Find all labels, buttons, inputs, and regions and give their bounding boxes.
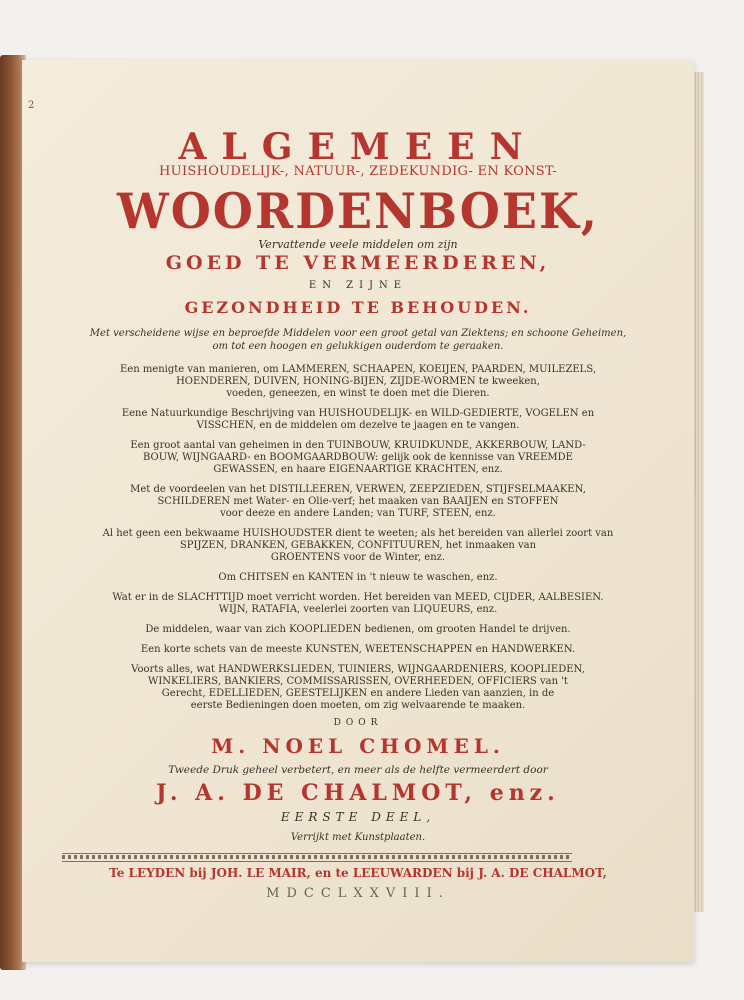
title-woordenboek: WOORDENBOEK, <box>117 182 599 240</box>
text-line-21: Een korte schets van de meeste KUNSTEN, WEETENSCHAPPEN en HANDWERKEN. <box>140 644 576 655</box>
text-line-9: BOUW, WIJNGAARD- en BOOMGAARDBOUW: gelijk ook de kennisse van VREEMDE <box>143 452 573 463</box>
text-line-4: HOENDEREN, DUIVEN, HONING-BIJEN, ZIJDE-WORMEN te kweeken, <box>176 376 540 387</box>
text-line-14: Al het geen een bekwaame HUISHOUDSTER dient te weeten; als het bereiden van allerlei zoort van <box>102 528 614 539</box>
line-goed-vermeerderen: GOED TE VERMEERDEREN, <box>165 252 551 274</box>
text-line-2: om tot een hoogen en gelukkigen ouderdom te geraaken. <box>212 341 504 352</box>
text-line-18: Wat er in de SLACHTTIJD moet verricht worden. Het bereiden van MEED, CIJDER, AALBESIEN. <box>112 592 604 603</box>
text-line-17: Om CHITSEN en KANTEN in 't nieuw te waschen, enz. <box>218 572 498 583</box>
text-line-24: Gerecht, EDELLIEDEN, GEESTELIJKEN en andere Lieden van aanzien, in de <box>161 688 555 699</box>
text-line-1: Met verscheidene wijse en beproefde Middelen voor een groot getal van Ziektens; en schoone Geheimen, <box>89 328 627 339</box>
text-line-11: Met de voordeelen van het DISTILLEEREN, VERWEN, ZEEPZIEDEN, STIJFSELMAAKEN, <box>130 484 586 495</box>
title-algemeen: ALGEMEEN <box>178 126 538 168</box>
line-tweede-druk: Tweede Druk geheel verbetert, en meer als de helfte vermeerdert door <box>168 764 548 776</box>
title-page <box>22 60 694 962</box>
publication-year: MDCCLXXVIII. <box>266 886 450 901</box>
text-line-16: GROENTENS voor de Winter, enz. <box>270 552 446 563</box>
editor-name: J. A. DE CHALMOT, enz. <box>156 780 560 806</box>
text-line-23: WINKELIERS, BANKIERS, COMMISSARISSEN, OVERHEEDEN, OFFICIERS van 't <box>148 676 568 687</box>
text-line-6: Eene Natuurkundige Beschrijving van HUISHOUDELIJK- en WILD-GEDIERTE, VOGELEN en <box>121 408 595 419</box>
text-line-3: Een menigte van manieren, om LAMMEREN, SCHAAPEN, KOEIJEN, PAARDEN, MUILEZELS, <box>119 364 596 375</box>
line-door: DOOR <box>333 718 383 728</box>
ornamental-rule <box>62 853 572 861</box>
text-line-15: SPIJZEN, DRANKEN, GEBAKKEN, CONFITUUREN, het inmaaken van <box>179 540 537 551</box>
line-verrijkt: Verrijkt met Kunstplaaten. <box>290 832 426 843</box>
text-line-22: Voorts alles, wat HANDWERKSLIEDEN, TUINIERS, WIJNGAARDENIERS, KOOPLIEDEN, <box>131 664 585 675</box>
line-gezondheid: GEZONDHEID TE BEHOUDEN. <box>184 298 532 317</box>
text-line-13: voor deeze en andere Landen; van TURF, STEEN, enz. <box>220 508 496 519</box>
text-line-10: GEWASSEN, en haare EIGENAARTIGE KRACHTEN, enz. <box>213 464 503 475</box>
imprint: Te LEYDEN bij JOH. LE MAIR, en te LEEUWARDEN bij J. A. DE CHALMOT, <box>109 866 607 880</box>
text-line-25: eerste Bedieningen doen moeten, om zig welvaarende te maaken. <box>190 700 526 711</box>
text-line-5: voeden, geneezen, en winst te doen met die Dieren. <box>226 388 490 399</box>
text-line-12: SCHILDEREN met Water- en Olie-verf; het maaken van BAAIJEN en STOFFEN <box>157 496 559 507</box>
text-line-20: De middelen, waar van zich KOOPLIEDEN bedienen, om grooten Handel te drijven. <box>145 624 571 635</box>
page-number: 2 <box>28 100 35 111</box>
text-line-8: Een groot aantal van geheimen in den TUINBOUW, KRUIDKUNDE, AKKERBOUW, LAND- <box>130 440 586 451</box>
text-line-19: WIJN, RATAFIA, veelerlei zoorten van LIQUEURS, enz. <box>218 604 498 615</box>
text-line-7: VISSCHEN, en de middelen om dezelve te jaagen en te vangen. <box>196 420 520 431</box>
author-name: M. NOEL CHOMEL. <box>211 734 505 758</box>
line-vervattende: Vervattende veele middelen om zijn <box>258 238 458 251</box>
subtitle-huishoudelijk: HUISHOUDELIJK-, NATUUR-, ZEDEKUNDIG- EN KONST- <box>159 164 557 179</box>
line-en-zijne: EN ZIJNE <box>308 280 408 291</box>
volume-label: EERSTE DEEL, <box>280 810 436 824</box>
